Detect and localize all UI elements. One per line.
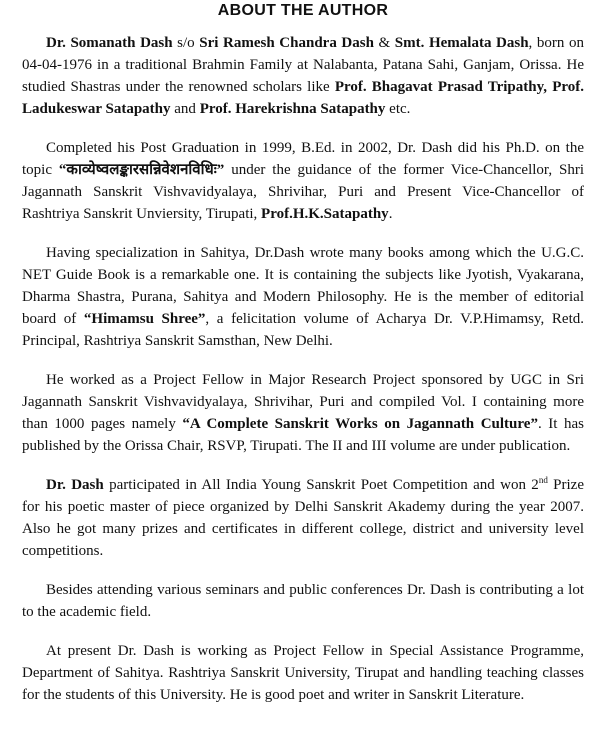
text-span: participated in All India Young Sanskrit Poet Competition and won 2 xyxy=(103,477,539,493)
guide-name: Prof.H.K.Satapathy xyxy=(261,206,389,222)
thesis-topic: “काव्येष्वलङ्कारसन्निवेशनविधिः” xyxy=(58,162,225,178)
mother-name: Smt. Hemalata Dash xyxy=(394,35,529,51)
paragraph-birth-education xyxy=(22,32,584,120)
text-span: under the guidance of the former Vice-Chancellor, Shri Jagannath Sanskrit Vishvavidyalaya, Shrivihar, Puri and Present Vice-Chancellor of Rashtriya Sanskrit Unviersity, Tirupati, xyxy=(22,162,584,222)
text-span: Completed his Post Graduation in 1999, B.Ed. in 2002, Dr. Dash did his Ph.D. on the topic xyxy=(22,140,584,178)
professor-name: Prof. Bhagavat Prasad Tripathy, xyxy=(334,79,548,95)
author-short-name: Dr. Dash xyxy=(46,477,104,493)
ordinal-suffix: nd xyxy=(538,475,548,485)
paragraph-books xyxy=(22,242,584,352)
page-title: ABOUT THE AUTHOR xyxy=(217,2,389,19)
author-bio-page xyxy=(22,0,584,723)
journal-title: “Himamsu Shree” xyxy=(83,311,206,327)
paragraph-present-position: At present Dr. Dash is working as Project Fellow in Special Assistance Programme, Department of Sahitya. Rashtriya Sanskrit University, Tirupat and handling teaching classes for the students of this University. He is good poet and writer in Sanskrit Literature. xyxy=(22,643,584,703)
paragraph-doctorate xyxy=(22,137,584,225)
text-span: . It has published by the Orissa Chair, RSVP, Tirupati. The II and III volume are under publication. xyxy=(22,416,584,454)
paragraph-awards xyxy=(22,474,584,562)
text-span: & xyxy=(373,35,395,51)
paragraph-seminars: Besides attending various seminars and public conferences Dr. Dash is contributing a lot to the academic field. xyxy=(22,582,584,620)
book-title: “A Complete Sanskrit Works on Jagannath Culture” xyxy=(182,416,538,432)
text-span: Having specialization in Sahitya, Dr.Dash wrote many books among which the U.G.C. NET Guide Book is a remarkable one. It is containing the subjects like Jyotish, Vyakarana, Dharma Shastra, Purana, Sahitya and Modern Philosophy. He is the member of editorial board of xyxy=(22,245,584,327)
text-span: , born on 04-04-1976 in a traditional Brahmin Family at Nalabanta, Patana Sahi, Ganjam, Orissa. He studied Shastras under the renowned scholars like xyxy=(22,35,584,95)
text-span: Prize for his poetic master of piece organized by Delhi Sanskrit Akademy during the year 2007. Also he got many prizes and certificates in different college, district and university level competitions. xyxy=(22,477,584,559)
father-name: Sri Ramesh Chandra Dash xyxy=(199,35,374,51)
text-span: etc. xyxy=(385,101,411,117)
text-span: and xyxy=(170,101,200,117)
text-span: , a felicitation volume of Acharya Dr. V.P.Himamsy, Retd. Principal, Rashtriya Sanskrit Samsthan, New Delhi. xyxy=(22,311,584,349)
paragraph-project xyxy=(22,369,584,457)
text-span: He worked as a Project Fellow in Major Research Project sponsored by UGC in Sri Jagannath Sanskrit Vishvavidyalaya, Shrivihar, Puri and compiled Vol. I containing more than 1000 pages namely xyxy=(22,372,584,432)
text-span: s/o xyxy=(172,35,200,51)
text-span: . xyxy=(388,206,393,222)
author-name: Dr. Somanath Dash xyxy=(46,35,173,51)
professor-name: Prof. Harekrishna Satapathy xyxy=(199,101,386,117)
professor-name: Prof. Ladukeswar Satapathy xyxy=(22,79,585,117)
